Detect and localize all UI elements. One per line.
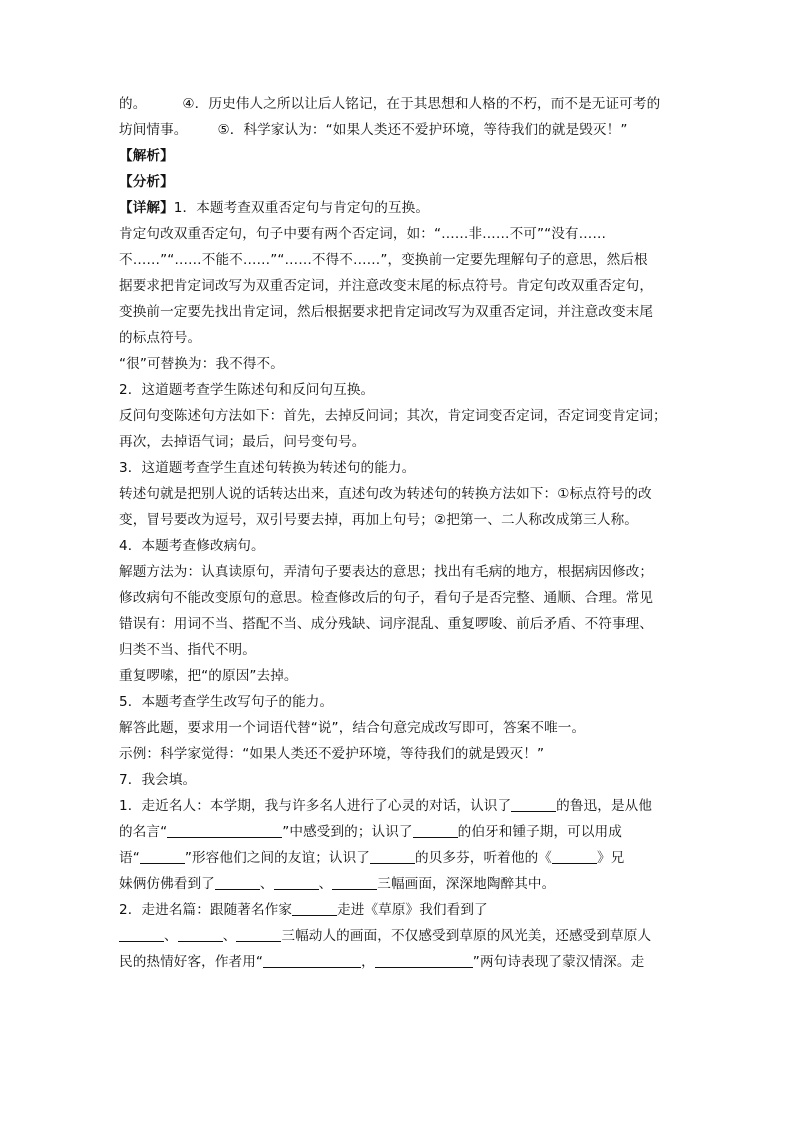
answer-blank[interactable] (375, 951, 473, 968)
answer-blank[interactable] (511, 795, 556, 812)
text-line: 3．这道题考查学生直述句转换为转述句的能力。 (119, 460, 416, 476)
text-line: 不……”“……不能不……”“……不得不……”，变换前一定要先理解句子的意思，然后根 (119, 252, 648, 268)
text-line: 反问句变陈述句方法如下：首先，去掉反问词；其次，肯定词变否定词，否定词变肯定词； (119, 408, 667, 424)
text-line: 5．本题考查学生改写句子的能力。 (119, 694, 334, 710)
text-line: 转述句就是把别人说的话转达出来，直述句改为转述句的转换方法如下：①标点符号的改 (119, 486, 652, 502)
section-heading-detail: 【详解】 (119, 200, 174, 216)
fill-line: 2．走进名篇：跟随著名作家 走进《草原》我们看到了 (119, 897, 679, 923)
answer-blank[interactable] (370, 847, 415, 864)
fill-line: 1．走近名人：本学期，我与许多名人进行了心灵的对话，认识了 的鲁迅，是从他 (119, 793, 679, 819)
document-body (119, 91, 679, 975)
text-line: 错误有：用词不当、搭配不当、成分残缺、词序混乱、重复啰唆、前后矛盾、不符事理、 (119, 616, 654, 632)
text-line: 【详解】1．本题考查双重否定句与肯定句的互换。 (119, 200, 430, 216)
text-line: “很”可替换为：我不得不。 (119, 356, 284, 372)
answer-blank[interactable] (274, 873, 319, 890)
text-line: 修改病句不能改变原句的意思。检查修改后的句子，看句子是否完整、通顺、合理。常见 (119, 590, 654, 606)
section-heading-analysis: 【解析】 (119, 148, 174, 164)
answer-blank[interactable] (215, 873, 260, 890)
answer-blank[interactable] (413, 821, 458, 838)
fill-line: 、 、 三幅动人的画面，不仅感受到草原的风光美，还感受到草原人 (119, 923, 679, 949)
fill-line: 民的热情好客，作者用“ ， ”两句诗表现了蒙汉情深。走 (119, 949, 679, 975)
answer-blank[interactable] (140, 847, 185, 864)
answer-blank[interactable] (292, 899, 337, 916)
text-line: 解答此题，要求用一个词语代替“说”，结合句意完成改写即可，答案不唯一。 (119, 720, 586, 736)
text-line: 肯定句改双重否定句，句子中要有两个否定词，如：“……非……不可”“没有…… (119, 226, 607, 242)
text-line: 4．本题考查修改病句。 (119, 538, 265, 554)
fill-line: 的名言“ ”中感受到的；认识了 的伯牙和锺子期，可以用成 (119, 819, 679, 845)
answer-blank[interactable] (119, 925, 164, 942)
answer-blank[interactable] (332, 873, 377, 890)
text-line: 2．这道题考查学生陈述句和反问句互换。 (119, 382, 375, 398)
text-line: 坊间情事。 ⑤．科学家认为：“如果人类还不爱护环境，等待我们的就是毁灭！” (119, 122, 628, 138)
section-heading-fenxi: 【分析】 (119, 174, 174, 190)
answer-blank[interactable] (167, 821, 282, 838)
answer-blank[interactable] (552, 847, 597, 864)
text-line: 解题方法为：认真读原句，弄清句子要表达的意思；找出有毛病的地方，根据病因修改； (119, 564, 654, 580)
text-line: 的标点符号。 (119, 330, 202, 346)
answer-blank[interactable] (236, 925, 281, 942)
text-line: 据要求把肯定词改写为双重否定词，并注意改变末尾的标点符号。肯定句改双重否定句， (119, 278, 654, 294)
text-line: 变，冒号要改为逗号，双引号要去掉，再加上句号；②把第一、二人称改成第三人称。 (119, 512, 638, 528)
answer-blank[interactable] (263, 951, 361, 968)
text-line: 示例：科学家觉得：“如果人类还不爱护环境，等待我们的就是毁灭！” (119, 746, 545, 762)
text-line: 归类不当、指代不明。 (119, 642, 256, 658)
text-line: 重复啰嗦，把“的原因”去掉。 (119, 668, 298, 684)
text-line: 再次，去掉语气词；最后，问号变句号。 (119, 434, 366, 450)
text-line: 变换前一定要先找出肯定词，然后根据要求把肯定词改写为双重否定词，并注意改变末尾 (119, 304, 654, 320)
fill-line: 妹俩仿佛看到了 、 、 三幅画面，深深地陶醉其中。 (119, 871, 679, 897)
fill-line: 语“ ”形容他们之间的友谊；认识了 的贝多芬，听着他的《 》兄 (119, 845, 679, 871)
question-title: 7．我会填。 (119, 772, 197, 788)
text-line: 的。 ④．历史伟人之所以让后人铭记，在于其思想和人格的不朽，而不是无证可考的 (119, 96, 661, 112)
answer-blank[interactable] (178, 925, 223, 942)
